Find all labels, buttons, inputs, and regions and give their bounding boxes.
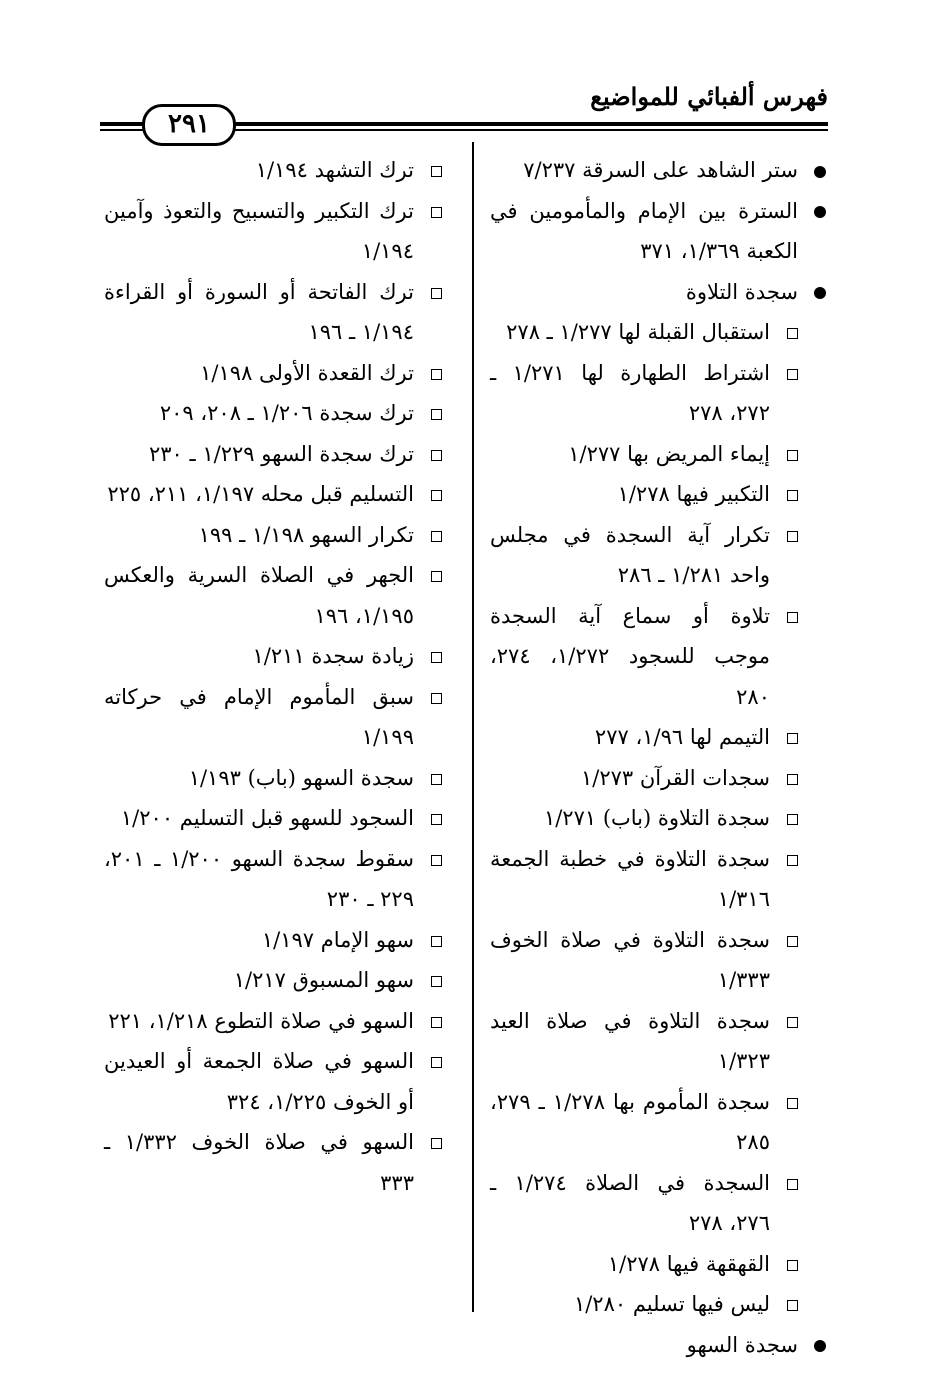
entry-text: تكرار السهو ١/١٩٨ ـ ١٩٩: [198, 522, 414, 547]
square-bullet-icon: [418, 393, 442, 434]
square-bullet-icon: [418, 920, 442, 961]
entry-text: تلاوة أو سماع آية السجدة موجب للسجود ١/٢٧٢، ٢٧٤، ٢٨٠: [490, 603, 771, 709]
square-bullet-icon: [774, 1163, 798, 1204]
index-subentry: [104, 515, 442, 556]
entry-text: استقبال القبلة لها ١/٢٧٧ ـ ٢٧٨: [506, 320, 770, 344]
index-subentry: [104, 434, 442, 475]
square-bullet-icon: [774, 920, 798, 961]
square-bullet-icon: [774, 1244, 798, 1285]
index-column-right: [490, 150, 826, 1365]
index-subentry: [104, 636, 442, 677]
square-bullet-icon: [418, 515, 442, 556]
entry-text: تكرار آية السجدة في مجلس واحد ١/٢٨١ ـ ٢٨٦: [490, 522, 770, 587]
bullet-icon: [802, 150, 826, 191]
entry-text: التكبير فيها ١/٢٧٨: [617, 482, 770, 506]
entry-text: اشتراط الطهارة لها ١/٢٧١ ـ ٢٧٢، ٢٧٨: [490, 360, 770, 425]
square-bullet-icon: [774, 798, 798, 839]
index-subentry: [104, 191, 442, 272]
entry-text: ترك التكبير والتسبيح والتعوذ وآمين ١/١٩٤: [104, 198, 414, 263]
index-subentry: [104, 1122, 442, 1203]
square-bullet-icon: [418, 1122, 442, 1163]
entry-text: السجدة في الصلاة ١/٢٧٤ ـ ٢٧٦، ٢٧٨: [490, 1170, 770, 1235]
entry-text: سجدة المأموم بها ١/٢٧٨ ـ ٢٧٩، ٢٨٥: [490, 1089, 770, 1154]
entry-text: ليس فيها تسليم ١/٢٨٠: [573, 1292, 770, 1316]
square-bullet-icon: [774, 1001, 798, 1042]
entry-text: سجدة السهو (باب) ١/١٩٣: [188, 765, 414, 790]
entry-text: ترك القعدة الأولى ١/١٩٨: [200, 360, 414, 385]
index-subentry: [490, 839, 826, 920]
entry-text: السهو في صلاة التطوع ١/٢١٨، ٢٢١: [108, 1008, 414, 1033]
square-bullet-icon: [418, 474, 442, 515]
entry-text: سقوط سجدة السهو ١/٢٠٠ ـ ٢٠١، ٢٢٩ ـ ٢٣٠: [104, 846, 414, 911]
square-bullet-icon: [774, 758, 798, 799]
index-subentry: [490, 1163, 826, 1244]
entry-text: السهو في صلاة الجمعة أو العيدين أو الخوف ١/٢٢٥، ٣٢٤: [104, 1049, 414, 1114]
bullet-icon: [802, 191, 826, 232]
square-bullet-icon: [774, 717, 798, 758]
index-subentry: [490, 798, 826, 839]
index-subentry: [490, 353, 826, 434]
square-bullet-icon: [774, 474, 798, 515]
entry-text: سهو الإمام ١/١٩٧: [261, 927, 414, 952]
index-subentry: [104, 555, 442, 636]
index-subentry: [490, 1284, 826, 1325]
entry-text: الجهر في الصلاة السرية والعكس ١/١٩٥، ١٩٦: [104, 563, 414, 628]
index-subentry: [104, 839, 442, 920]
index-subentry: [490, 474, 826, 515]
square-bullet-icon: [418, 636, 442, 677]
bullet-icon: [802, 272, 826, 313]
index-subentry: [104, 677, 442, 758]
square-bullet-icon: [774, 312, 798, 353]
entry-text: ترك التشهد ١/١٩٤: [255, 158, 414, 182]
entry-text: سجدة السهو: [686, 1332, 798, 1357]
entry-text: سهو المسبوق ١/٢١٧: [233, 968, 414, 992]
square-bullet-icon: [418, 353, 442, 394]
index-subentry: [490, 717, 826, 758]
square-bullet-icon: [418, 677, 442, 718]
square-bullet-icon: [774, 353, 798, 394]
column-divider: [472, 142, 474, 1312]
square-bullet-icon: [418, 839, 442, 880]
index-subentry: [104, 353, 442, 394]
index-subentry: [104, 1041, 442, 1122]
index-subentry: [104, 960, 442, 1001]
entry-text: ستر الشاهد على السرقة ٧/٢٣٧: [523, 158, 798, 182]
index-subentry: [490, 434, 826, 475]
square-bullet-icon: [774, 596, 798, 637]
entry-text: القهقهة فيها ١/٢٧٨: [607, 1251, 770, 1276]
entry-text: سجدات القرآن ١/٢٧٣: [580, 765, 770, 790]
entry-text: سجدة التلاوة في خطبة الجمعة ١/٣١٦: [490, 846, 770, 911]
square-bullet-icon: [774, 434, 798, 475]
index-subentry: [490, 312, 826, 353]
index-subentry: [490, 596, 826, 718]
square-bullet-icon: [774, 839, 798, 880]
index-subentry: [490, 1082, 826, 1163]
index-subentry: [490, 1001, 826, 1082]
index-subentry: [104, 758, 442, 799]
entry-text: التيمم لها ١/٩٦، ٢٧٧: [594, 725, 770, 749]
entry-text: ترك سجدة ١/٢٠٦ ـ ٢٠٨، ٢٠٩: [159, 401, 414, 425]
index-subentry: [104, 272, 442, 353]
index-subentry: [490, 1244, 826, 1285]
entry-text: السجود للسهو قبل التسليم ١/٢٠٠: [120, 806, 414, 830]
entry-text: إيماء المريض بها ١/٢٧٧: [568, 441, 770, 466]
entry-text: ترك سجدة السهو ١/٢٢٩ ـ ٢٣٠: [148, 441, 414, 466]
index-subentry: [490, 920, 826, 1001]
entry-text: السترة بين الإمام والمأمومين في الكعبة ١/٣٦٩، ٣٧١: [490, 198, 798, 263]
page-title: فهرس ألفبائي للمواضيع: [590, 82, 828, 111]
page-number: ٢٩١: [142, 104, 236, 146]
index-subentry: [104, 474, 442, 515]
entry-text: زيادة سجدة ١/٢١١: [252, 644, 414, 668]
square-bullet-icon: [418, 272, 442, 313]
index-topic: [490, 272, 826, 313]
index-subentry: [490, 515, 826, 596]
index-subentry: [104, 393, 442, 434]
entry-text: سجدة التلاوة (باب) ١/٢٧١: [543, 806, 770, 830]
index-topic: [490, 1325, 826, 1366]
index-subentry: [490, 758, 826, 799]
square-bullet-icon: [418, 758, 442, 799]
index-topic: [490, 150, 826, 191]
index-subentry: [104, 1001, 442, 1042]
square-bullet-icon: [774, 1284, 798, 1325]
entry-text: سجدة التلاوة في صلاة العيد ١/٣٢٣: [490, 1008, 770, 1073]
square-bullet-icon: [418, 434, 442, 475]
index-subentry: [104, 150, 442, 191]
square-bullet-icon: [418, 555, 442, 596]
square-bullet-icon: [774, 1082, 798, 1123]
square-bullet-icon: [418, 1041, 442, 1082]
index-subentry: [104, 798, 442, 839]
square-bullet-icon: [418, 191, 442, 232]
square-bullet-icon: [418, 150, 442, 191]
square-bullet-icon: [774, 515, 798, 556]
entry-text: سجدة التلاوة في صلاة الخوف ١/٣٣٣: [490, 927, 770, 992]
square-bullet-icon: [418, 798, 442, 839]
entry-text: ترك الفاتحة أو السورة أو القراءة ١/١٩٤ ـ ١٩٦: [104, 279, 414, 344]
square-bullet-icon: [418, 960, 442, 1001]
entry-text: سجدة التلاوة: [685, 279, 798, 304]
index-column-left: [104, 150, 442, 1203]
page-header: [100, 80, 828, 139]
square-bullet-icon: [418, 1001, 442, 1042]
entry-text: السهو في صلاة الخوف ١/٣٣٢ ـ ٣٣٣: [104, 1130, 414, 1195]
index-topic: [490, 191, 826, 272]
entry-text: التسليم قبل محله ١/١٩٧، ٢١١، ٢٢٥: [107, 482, 414, 506]
entry-text: سبق المأموم الإمام في حركاته ١/١٩٩: [104, 684, 414, 749]
bullet-icon: [802, 1325, 826, 1366]
index-subentry: [104, 920, 442, 961]
